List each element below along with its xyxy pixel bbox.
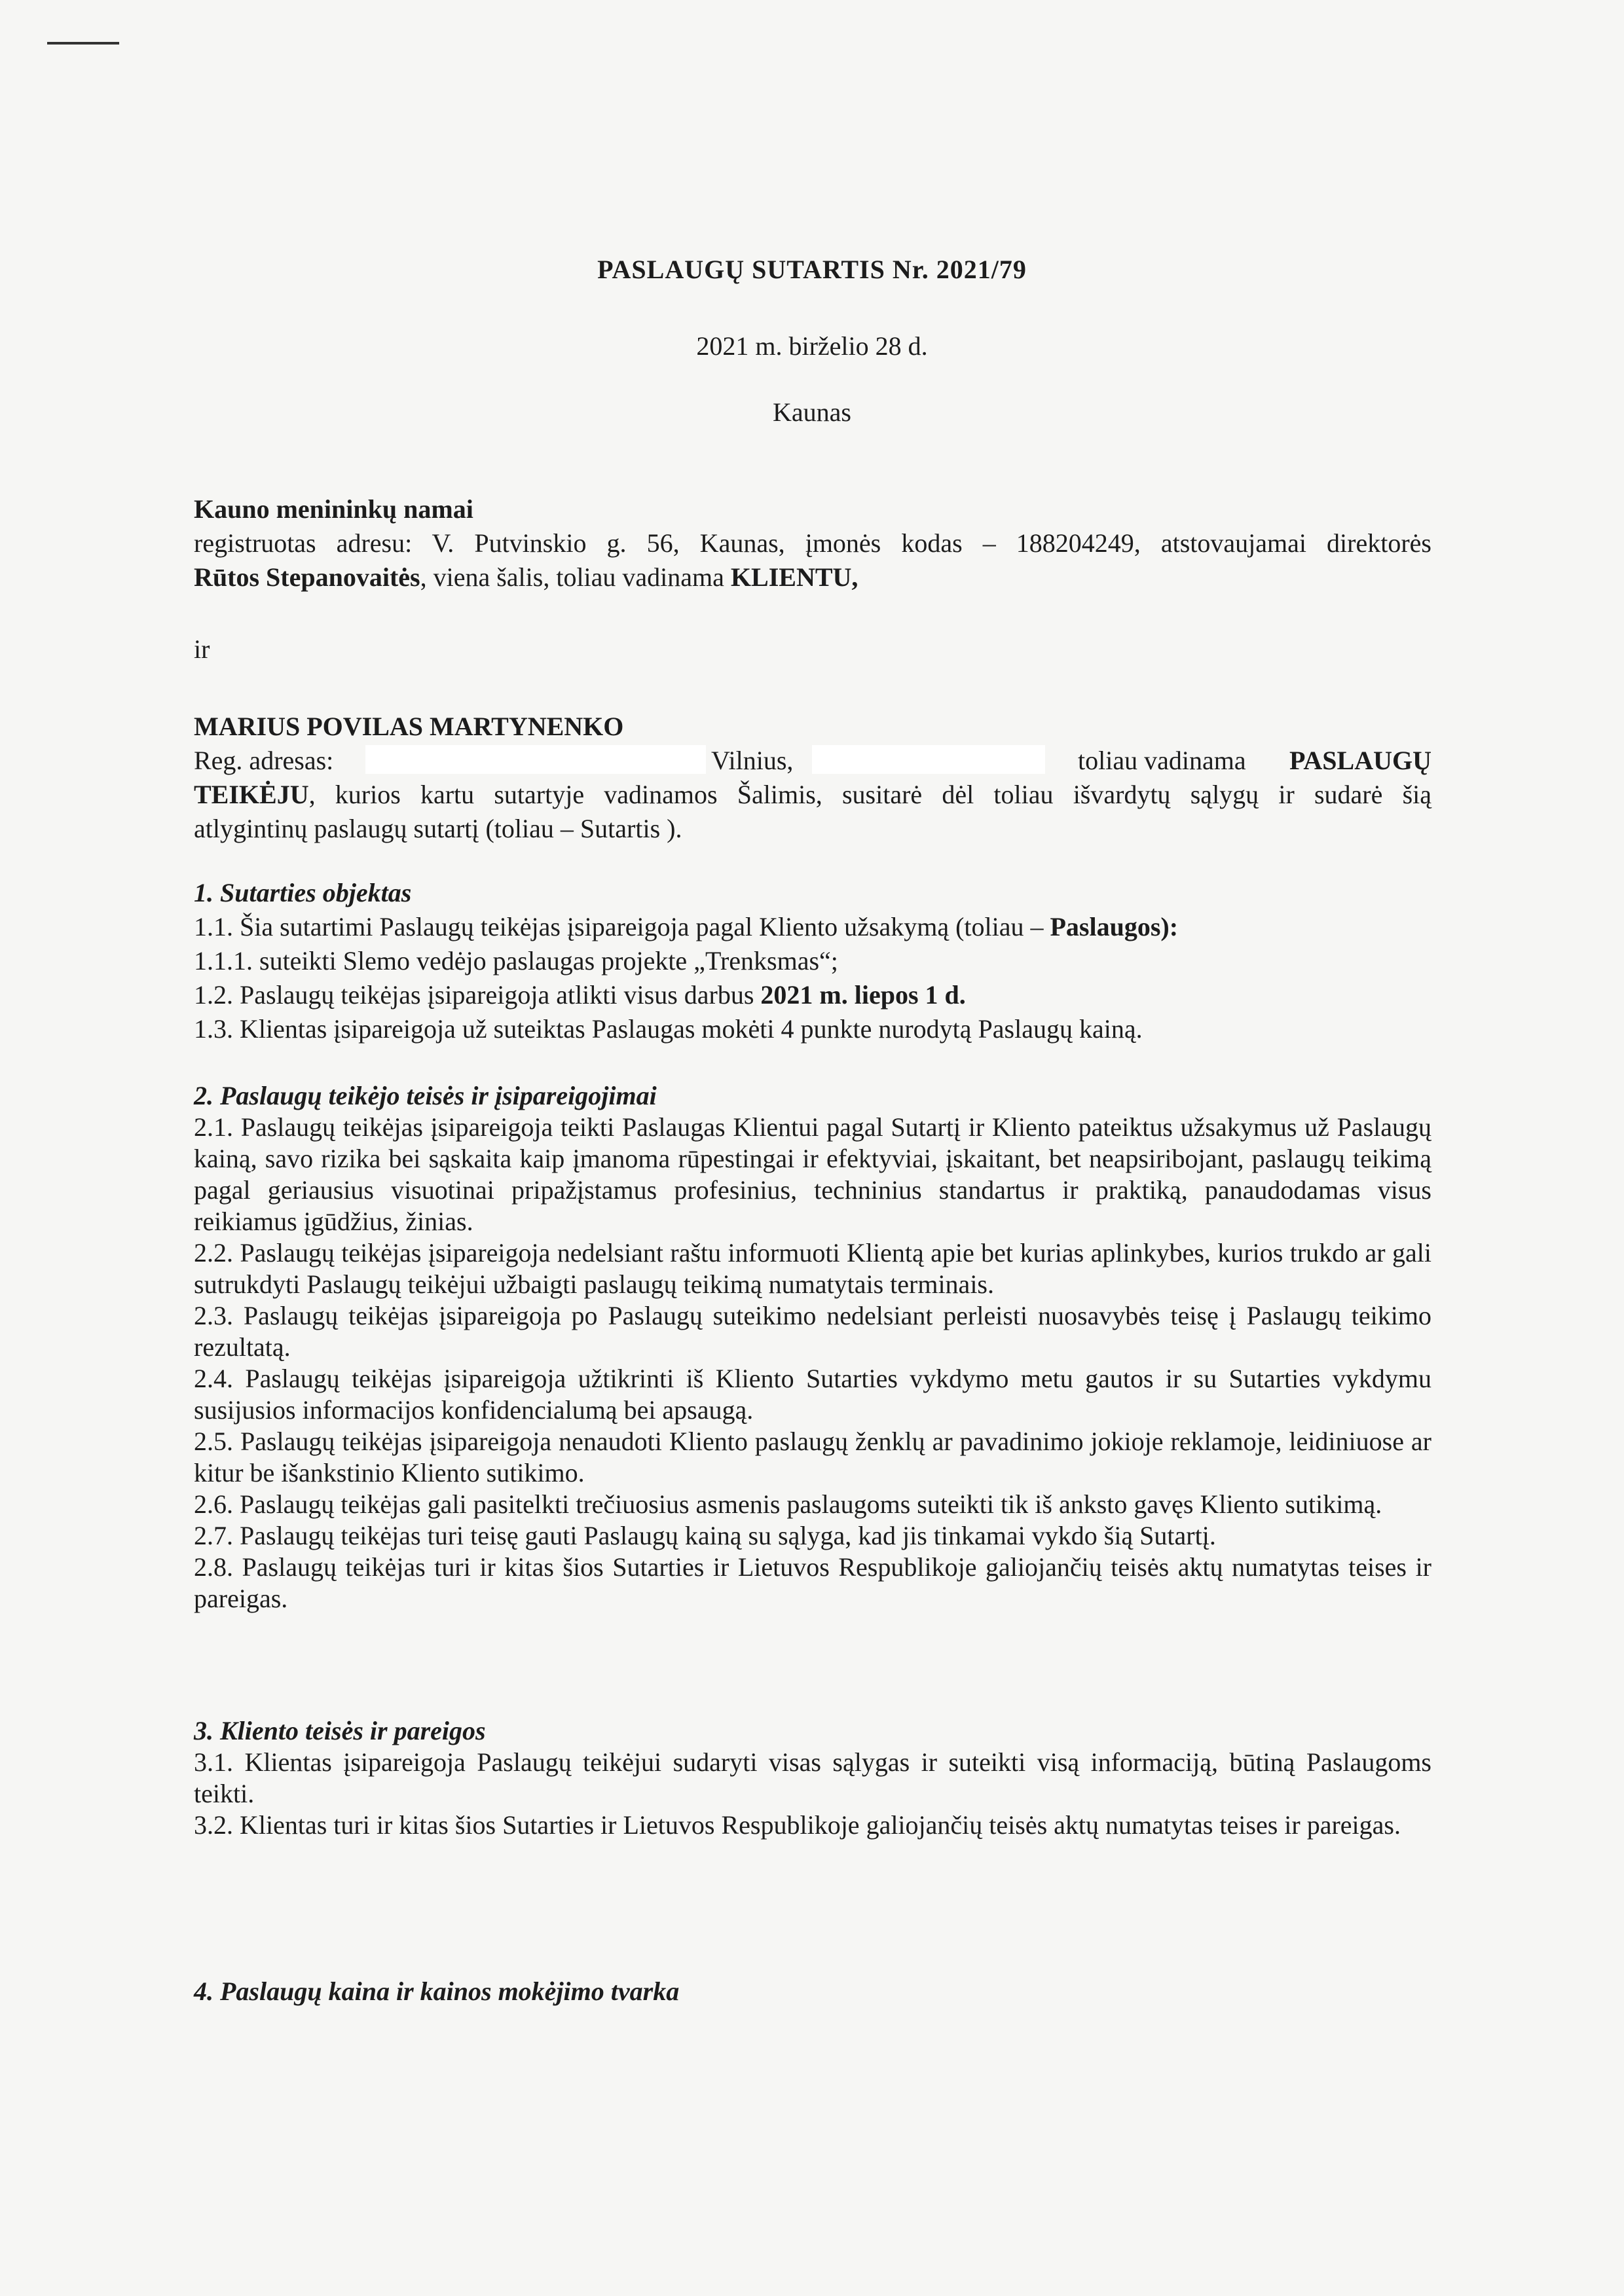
section-heading: 3. Kliento teisės ir pareigos	[194, 1716, 486, 1745]
list-item: 3.2. Klientas turi ir kitas šios Sutarties ir Lietuvos Respublikoje galiojančių teisės aktų numatytas teises ir pareigas.	[194, 1810, 1401, 1840]
client-block	[194, 492, 1431, 594]
corner-mark	[47, 42, 119, 45]
list-item	[194, 978, 1431, 1012]
document-title: PASLAUGŲ SUTARTIS Nr. 2021/79	[597, 255, 1027, 284]
client-role: KLIENTU,	[730, 562, 858, 592]
provider-line3: atlygintinų paslaugų sutartį (toliau – Sutartis ).	[194, 814, 682, 843]
client-name: Kauno menininkų namai	[194, 494, 473, 524]
item-bold: Paslaugos):	[1050, 912, 1179, 941]
section-2	[194, 1080, 1431, 1614]
client-director: Rūtos Stepanovaitės	[194, 562, 420, 592]
section-3	[194, 1715, 1431, 1841]
document-date: 2021 m. birželio 28 d.	[696, 331, 928, 361]
list-item: 3.1. Klientas įsipareigoja Paslaugų teikėjui sudaryti visas sąlygas ir suteikti visą informaciją, būtiną Paslaugoms teikti.	[194, 1747, 1431, 1808]
section-heading: 2. Paslaugų teikėjo teisės ir įsipareigojimai	[194, 1081, 657, 1110]
provider-line2	[194, 778, 1431, 812]
list-item: 2.2. Paslaugų teikėjas įsipareigoja nedelsiant raštu informuoti Klientą apie bet kurias aplinkybes, kurios trukdo ar gali sutrukdyti Paslaugų teikėjui užbaigti paslaugų teikimą numatytais terminais.	[194, 1238, 1431, 1299]
provider-block	[194, 710, 1431, 846]
list-item: 2.8. Paslaugų teikėjas turi ir kitas šios Sutarties ir Lietuvos Respublikoje galiojančių teisės aktų numatytas teises ir pareigas.	[194, 1552, 1431, 1613]
list-item	[194, 910, 1431, 944]
list-item	[194, 944, 1431, 978]
item-text: 1.2. Paslaugų teikėjas įsipareigoja atlikti visus darbus	[194, 980, 761, 1010]
list-item: 2.5. Paslaugų teikėjas įsipareigoja nenaudoti Kliento paslaugų ženklų ar pavadinimo jokioje reklamoje, leidiniuose ar kitur be išankstinio Kliento sutikimo.	[194, 1427, 1431, 1487]
section-4	[194, 1975, 1431, 2009]
provider-line2-text: , kurios kartu sutartyje vadinamos Šalimis, susitarė dėl toliau išvardytų sąlygų ir sudarė šią	[308, 780, 1431, 809]
item-text: 1.3. Klientas įsipareigoja už suteiktas Paslaugas mokėti 4 punkte nurodytą Paslaugų kainą.	[194, 1014, 1143, 1044]
list-item: 2.4. Paslaugų teikėjas įsipareigoja užtikrinti iš Kliento Sutarties vykdymo metu gautos ir su Sutarties vykdymu susijusios informacijos konfidencialumą bei apsaugą.	[194, 1364, 1431, 1425]
list-item: 2.7. Paslaugų teikėjas turi teisę gauti Paslaugų kainą su sąlyga, kad jis tinkamai vykdo šią Sutartį.	[194, 1521, 1216, 1550]
provider-role-a: PASLAUGŲ	[1289, 746, 1431, 775]
section-heading: 4. Paslaugų kaina ir kainos mokėjimo tvarka	[194, 1977, 680, 2006]
document-city: Kaunas	[773, 397, 851, 427]
provider-line1-end: toliau vadinama	[1078, 746, 1246, 775]
redaction-address	[365, 745, 706, 774]
provider-role-b: TEIKĖJU	[194, 780, 309, 809]
list-item: 2.3. Paslaugų teikėjas įsipareigoja po Paslaugų suteikimo nedelsiant perleisti nuosavybės teisę į Paslaugų teikimo rezultatą.	[194, 1301, 1431, 1362]
item-text: 1.1. Šia sutartimi Paslaugų teikėjas įsipareigoja pagal Kliento užsakymą (toliau –	[194, 912, 1050, 941]
client-line1: registruotas adresu: V. Putvinskio g. 56, Kaunas, įmonės kodas – 188204249, atstovaujamai direktorės	[194, 528, 1431, 558]
section-heading: 1. Sutarties objektas	[194, 878, 412, 907]
item-bold: 2021 m. liepos 1 d.	[760, 980, 966, 1010]
redaction-personal-code	[812, 745, 1045, 774]
client-line2-text: , viena šalis, toliau vadinama	[420, 562, 731, 592]
list-item: 2.1. Paslaugų teikėjas įsipareigoja teikti Paslaugas Klientui pagal Sutartį ir Kliento pateiktus užsakymus už Paslaugų kainą, savo rizika bei sąskaita kaip įmanoma rūpestingai ir efektyviai, įskaitant, bet neapsiribojant, paslaugų teikimą pagal geriausius visuotinai pripažįstamus profesinius, techninius standartus ir praktiką, panaudodamas visus reikiamus įgūdžius, žinias.	[194, 1112, 1431, 1236]
provider-reg-label: Reg. adresas:	[194, 746, 334, 775]
list-item: 2.6. Paslaugų teikėjas gali pasitelkti trečiuosius asmenis paslaugoms suteikti tik iš anksto gavęs Kliento sutikimą.	[194, 1489, 1382, 1519]
provider-city: Vilnius,	[711, 746, 794, 775]
provider-line1	[194, 744, 1431, 778]
provider-name: MARIUS POVILAS MARTYNENKO	[194, 712, 624, 741]
conjunction: ir	[194, 634, 210, 664]
list-item	[194, 1012, 1431, 1046]
client-line2	[194, 560, 1431, 594]
section-1	[194, 876, 1431, 1046]
item-text: 1.1.1. suteikti Slemo vedėjo paslaugas projekte „Trenksmas“;	[194, 946, 838, 975]
